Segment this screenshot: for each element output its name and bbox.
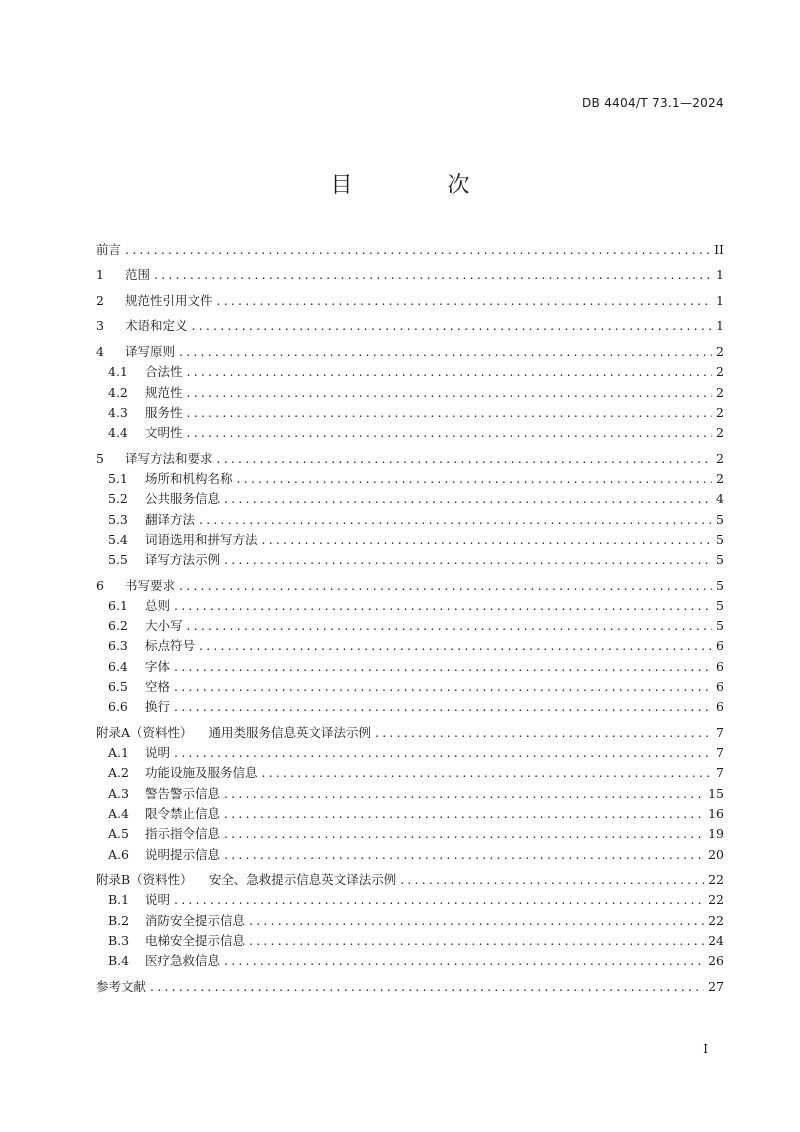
toc-entry-page: 19	[708, 826, 724, 842]
toc-entry-page: 5	[716, 552, 724, 568]
toc-entry[interactable]	[96, 784, 724, 804]
toc-leader-dots	[224, 824, 704, 844]
toc-entry-page: 6	[716, 638, 724, 654]
toc-entry[interactable]	[96, 931, 724, 951]
toc-entry-label: 说明提示信息	[145, 846, 221, 862]
toc-entry-number: B.3	[108, 933, 130, 948]
toc-entry[interactable]	[96, 423, 724, 443]
toc-leader-dots	[224, 489, 712, 509]
toc-leader-dots	[174, 697, 712, 717]
toc-entry-page: II	[714, 242, 724, 257]
toc-leader-dots	[187, 616, 712, 636]
toc-entry-label: 说明	[145, 892, 171, 908]
toc-entry-label: 总则	[145, 597, 171, 613]
toc-leader-dots	[262, 763, 712, 783]
toc-entry[interactable]	[96, 763, 724, 783]
toc-entry-page: 5	[716, 531, 724, 547]
toc-entry-number: 1	[96, 267, 104, 283]
toc-leader-dots	[174, 677, 712, 697]
toc-entry-label: 服务性	[145, 404, 183, 420]
toc-entry-number: A.1	[108, 745, 129, 761]
toc-leader-dots	[400, 870, 704, 890]
toc-entry[interactable]	[96, 845, 724, 865]
toc-entry-number: A.2	[108, 765, 129, 781]
toc-leader-dots	[174, 743, 712, 763]
toc-entry[interactable]	[96, 240, 724, 260]
toc-entry[interactable]	[96, 977, 724, 997]
toc-entry-number: 附录A（资料性）	[96, 724, 193, 740]
toc-entry-number: 4.3	[108, 404, 128, 420]
page-title: 目 次	[330, 173, 514, 198]
toc-entry-label: 安全、急救提示信息英文译法示例	[208, 872, 397, 888]
toc-entry-label: 功能设施及服务信息	[145, 765, 258, 781]
toc-entry-page: 22	[708, 912, 724, 928]
toc-leader-dots	[237, 469, 712, 489]
toc-entry-page: 2	[716, 404, 724, 420]
toc-entry[interactable]	[96, 657, 724, 677]
toc-entry-label: 场所和机构名称	[145, 470, 233, 486]
toc-leader-dots	[150, 977, 704, 997]
toc-leader-dots	[224, 550, 712, 570]
toc-entry-label: 电梯安全提示信息	[145, 933, 246, 948]
toc-entry-number: 6.5	[108, 679, 128, 695]
toc-entry-label: 限令禁止信息	[145, 806, 221, 822]
toc-entry[interactable]	[96, 342, 724, 362]
toc-leader-dots	[217, 449, 712, 469]
toc-entry-page: 6	[716, 658, 724, 674]
toc-entry-page: 24	[708, 933, 724, 948]
toc-leader-dots	[224, 784, 704, 804]
toc-entry-number: A.6	[108, 846, 129, 862]
toc-entry-number: 6.2	[108, 618, 128, 634]
toc-entry-page: 7	[716, 765, 724, 781]
toc-entry[interactable]	[96, 362, 724, 382]
toc-entry-number: 3	[96, 318, 104, 334]
toc-entry[interactable]	[96, 265, 724, 285]
toc-entry[interactable]	[96, 697, 724, 717]
toc-entry-page: 6	[716, 679, 724, 695]
toc-entry-label: 规范性	[145, 384, 183, 400]
toc-entry-number: 4.2	[108, 384, 128, 400]
toc-leader-dots	[187, 362, 712, 382]
toc-entry-page: 5	[716, 618, 724, 634]
toc-entry-label: 警告警示信息	[145, 785, 221, 801]
toc-entry-number: 6.4	[108, 658, 128, 674]
toc-entry-page: 2	[716, 425, 724, 441]
toc-entry-label: 译写方法示例	[145, 552, 221, 568]
table-of-contents	[96, 240, 724, 997]
toc-entry-page: 2	[716, 384, 724, 400]
toc-entry-number: 5.4	[108, 531, 128, 547]
toc-entry-page: 5	[716, 577, 724, 593]
toc-entry-number: 6.1	[108, 597, 128, 613]
toc-entry-label: 指示指令信息	[145, 826, 221, 842]
toc-entry-label: 标点符号	[145, 638, 196, 654]
toc-entry[interactable]	[96, 403, 724, 423]
toc-entry-number: 5	[96, 450, 104, 466]
toc-entry-number: B.2	[108, 912, 130, 928]
toc-entry-number: B.4	[108, 953, 130, 969]
toc-leader-dots	[154, 265, 712, 285]
toc-entry-label: 术语和定义	[125, 318, 188, 334]
toc-entry-number: 2	[96, 292, 104, 308]
toc-entry-page: 6	[716, 699, 724, 715]
toc-entry-page: 5	[716, 511, 724, 527]
toc-entry-page: 2	[716, 470, 724, 486]
toc-entry[interactable]	[96, 911, 724, 931]
toc-entry-number: A.5	[108, 826, 129, 842]
document-code: DB 4404/T 73.1—2024	[582, 96, 724, 110]
toc-leader-dots	[192, 316, 712, 336]
toc-entry-number: 6.6	[108, 699, 128, 715]
toc-leader-dots	[179, 342, 712, 362]
toc-entry-label: 翻译方法	[145, 511, 196, 527]
toc-entry[interactable]	[96, 890, 724, 910]
toc-entry-label: 译写原则	[125, 343, 176, 359]
toc-entry-page: 7	[716, 745, 724, 761]
toc-leader-dots	[174, 596, 712, 616]
toc-entry[interactable]	[96, 596, 724, 616]
toc-entry-page: 2	[716, 450, 724, 466]
toc-entry-page: 1	[716, 318, 724, 334]
toc-entry[interactable]	[96, 383, 724, 403]
toc-entry-number: 5.3	[108, 511, 128, 527]
toc-entry-page: 5	[716, 597, 724, 613]
toc-entry-page: 1	[716, 292, 724, 308]
toc-entry-label: 消防安全提示信息	[145, 912, 246, 928]
toc-entry-page: 2	[716, 343, 724, 359]
toc-entry-label: 前言	[96, 242, 122, 257]
toc-entry[interactable]	[96, 870, 724, 890]
toc-leader-dots	[187, 403, 712, 423]
toc-entry-label: 参考文献	[96, 978, 147, 994]
toc-leader-dots	[224, 804, 704, 824]
toc-entry[interactable]	[96, 316, 724, 336]
toc-entry[interactable]	[96, 530, 724, 550]
toc-leader-dots	[224, 951, 704, 971]
toc-entry-page: 16	[708, 806, 724, 822]
toc-entry-label: 文明性	[145, 425, 183, 441]
toc-entry-page: 22	[708, 892, 724, 908]
toc-entry-page: 7	[716, 724, 724, 740]
toc-entry-number: 6.3	[108, 638, 128, 654]
toc-entry-number: 4.1	[108, 364, 128, 380]
toc-entry-label: 大小写	[145, 618, 183, 634]
toc-leader-dots	[249, 931, 704, 951]
toc-entry[interactable]	[96, 510, 724, 530]
toc-leader-dots	[174, 890, 704, 910]
toc-leader-dots	[179, 576, 712, 596]
toc-entry-page: 2	[716, 364, 724, 380]
toc-entry-number: 附录B（资料性）	[96, 872, 193, 888]
toc-entry-number: 5.1	[108, 470, 128, 486]
toc-entry-label: 公共服务信息	[145, 491, 221, 507]
toc-entry[interactable]	[96, 449, 724, 469]
toc-entry[interactable]	[96, 743, 724, 763]
page-number: I	[703, 1042, 708, 1056]
toc-entry-number: 4	[96, 343, 104, 359]
toc-entry-label: 医疗急救信息	[145, 953, 221, 969]
toc-entry-number: 5.5	[108, 552, 128, 568]
toc-entry-page: 1	[716, 267, 724, 283]
toc-leader-dots	[375, 723, 712, 743]
toc-entry-label: 规范性引用文件	[125, 292, 213, 308]
toc-leader-dots	[217, 291, 712, 311]
toc-entry-label: 空格	[145, 679, 171, 695]
toc-entry-number: 4.4	[108, 425, 128, 441]
toc-entry-label: 词语选用和拼写方法	[145, 531, 258, 547]
toc-entry[interactable]	[96, 291, 724, 311]
toc-leader-dots	[174, 657, 712, 677]
toc-leader-dots	[199, 510, 712, 530]
toc-entry[interactable]	[96, 489, 724, 509]
toc-entry-page: 4	[716, 491, 724, 507]
toc-entry[interactable]	[96, 550, 724, 570]
toc-entry[interactable]	[96, 951, 724, 971]
toc-entry-number: A.3	[108, 785, 129, 801]
toc-entry-page: 15	[708, 785, 724, 801]
toc-entry-label: 书写要求	[125, 577, 176, 593]
toc-leader-dots	[262, 530, 712, 550]
toc-entry-label: 通用类服务信息英文译法示例	[208, 724, 372, 740]
toc-entry[interactable]	[96, 469, 724, 489]
toc-entry-label: 字体	[145, 658, 171, 674]
toc-entry-label: 换行	[145, 699, 171, 715]
toc-leader-dots	[249, 911, 704, 931]
toc-leader-dots	[125, 240, 710, 260]
toc-entry-number: B.1	[108, 892, 130, 908]
toc-entry-number: A.4	[108, 806, 129, 822]
toc-leader-dots	[224, 845, 704, 865]
toc-leader-dots	[187, 423, 712, 443]
toc-entry-page: 22	[708, 872, 724, 888]
toc-entry-page: 20	[708, 846, 724, 862]
toc-entry[interactable]	[96, 677, 724, 697]
toc-entry[interactable]	[96, 723, 724, 743]
toc-entry-label: 说明	[145, 745, 171, 761]
toc-leader-dots	[187, 383, 712, 403]
toc-entry[interactable]	[96, 616, 724, 636]
toc-entry[interactable]	[96, 804, 724, 824]
toc-entry-label: 合法性	[145, 364, 183, 380]
toc-entry[interactable]	[96, 636, 724, 656]
toc-entry-label: 范围	[125, 267, 151, 283]
toc-entry-label: 译写方法和要求	[125, 450, 213, 466]
toc-entry[interactable]	[96, 824, 724, 844]
toc-entry-number: 5.2	[108, 491, 128, 507]
toc-entry-page: 26	[708, 953, 724, 969]
toc-entry-page: 27	[708, 978, 724, 994]
toc-entry-number: 6	[96, 577, 104, 593]
toc-leader-dots	[199, 636, 712, 656]
toc-entry[interactable]	[96, 576, 724, 596]
